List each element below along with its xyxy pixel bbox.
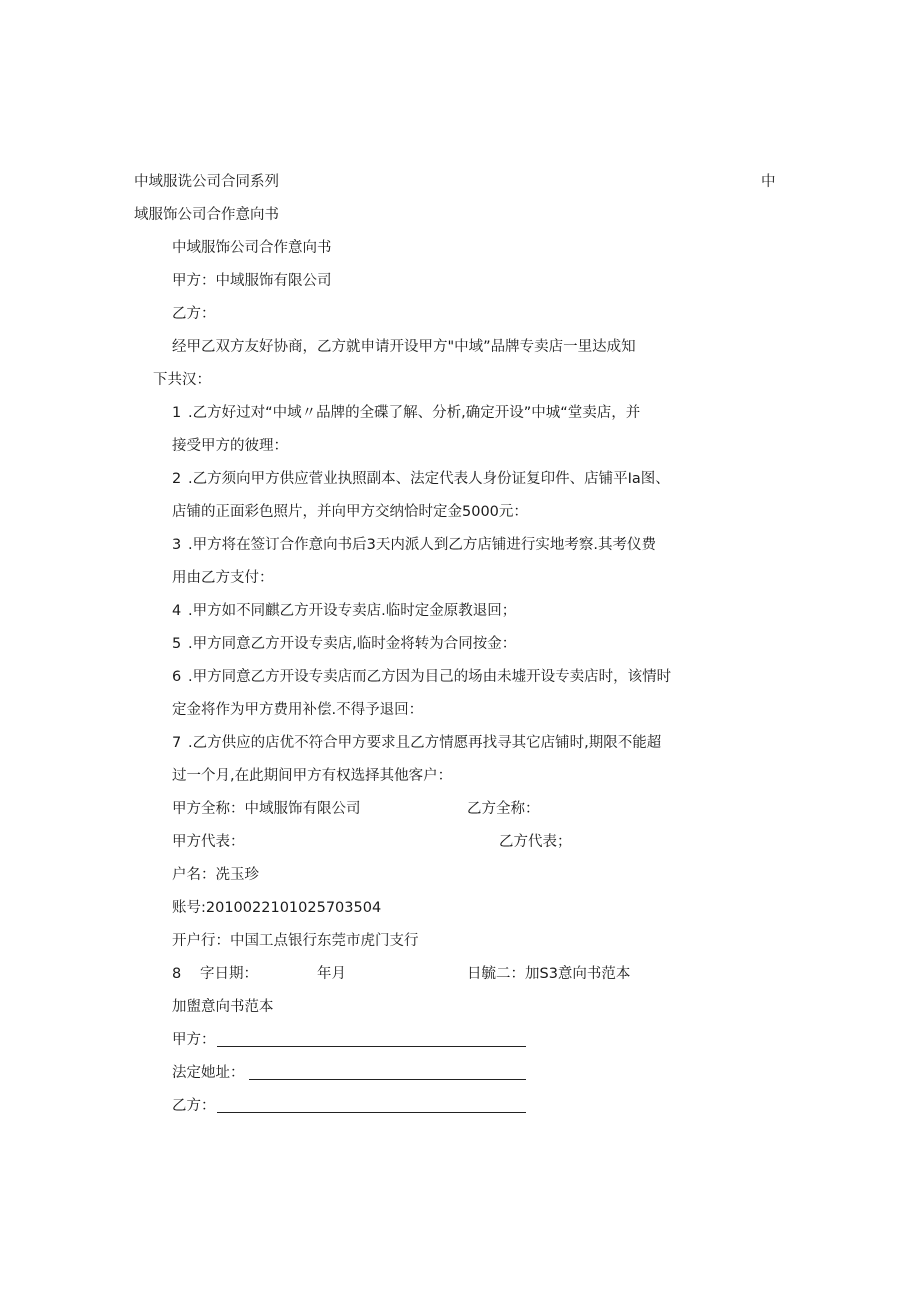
party-b-line: 乙方： xyxy=(172,306,216,322)
party-b-representative: 乙方代表； xyxy=(499,834,572,850)
clause-6 xyxy=(172,667,671,687)
clause-text: .甲方如不同麒乙方开设专卖店.临时定金原教退回； xyxy=(188,603,517,619)
form-party-b-row xyxy=(172,1096,216,1116)
clause-text: .甲方将在签订合作意向书后3天内派人到乙方店铺进行实地考察.其考仪费 xyxy=(188,537,656,553)
form-party-b-label: 乙方： xyxy=(172,1098,216,1114)
form-party-a-row xyxy=(172,1030,216,1050)
party-a-representative: 甲方代表： xyxy=(172,834,245,850)
form-address-blank[interactable] xyxy=(249,1063,526,1083)
account-number: 账号:2010022101025703504 xyxy=(172,900,382,916)
form-party-b-blank[interactable] xyxy=(217,1096,526,1116)
clause-text: .甲方同意乙方开设专卖店而乙方因为目己的场由未墟开设专卖店时，该情时 xyxy=(188,669,672,685)
form-party-a-blank[interactable] xyxy=(217,1030,526,1050)
clause-number: 2 xyxy=(172,471,182,487)
address-input-line[interactable] xyxy=(249,1065,526,1080)
clause-5 xyxy=(172,634,516,654)
party-b-fullname: 乙方全称： xyxy=(467,801,540,817)
intro-paragraph-line-2: 下共汉： xyxy=(153,372,211,388)
form-address-label: 法定她址： xyxy=(172,1065,245,1081)
date-right-text: 日毓二：加S3意向书范本 xyxy=(467,966,631,982)
clause-7 xyxy=(172,733,661,753)
clause-text: .甲方同意乙方开设专卖店,临时金将转为合同按金： xyxy=(188,636,517,652)
account-name: 户名：冼玉珍 xyxy=(172,867,259,883)
form-party-a-label: 甲方： xyxy=(172,1032,216,1048)
date-line xyxy=(172,964,188,984)
intro-paragraph-line-1: 经甲乙双方友好协商，乙方就申请开设甲方"中域”品牌专卖店一里达成知 xyxy=(172,339,636,355)
clause-number: 7 xyxy=(172,735,182,751)
clause-number: 4 xyxy=(172,603,182,619)
clause-6-continuation: 定金将作为甲方费用补偿.不得予退回： xyxy=(172,702,424,718)
clause-number: 6 xyxy=(172,669,182,685)
party-a-fullname: 甲方全称：中域服饰有限公司 xyxy=(172,801,361,817)
clause-1 xyxy=(172,403,640,423)
party-b-input-line[interactable] xyxy=(217,1098,526,1113)
form-address-row xyxy=(172,1063,245,1083)
clause-4 xyxy=(172,601,516,621)
bank-name: 开户行：中国工点银行东莞市虎门支行 xyxy=(172,933,419,949)
party-a-input-line[interactable] xyxy=(217,1032,526,1047)
series-title: 中域服诜公司合同系列 xyxy=(134,174,279,190)
date-number: 8 xyxy=(172,966,182,982)
clause-3-continuation: 用由乙方支付： xyxy=(172,570,274,586)
clause-2 xyxy=(172,469,670,489)
clause-2-continuation: 店铺的正面彩色照片，并向甲方交纳恰时定金5000元： xyxy=(172,504,528,520)
clause-1-continuation: 接受甲方的彼理： xyxy=(172,438,288,454)
date-label: 字日期： xyxy=(200,966,258,982)
clause-text: .乙方供应的店优不符合甲方要求且乙方情愿再找寻其它店铺时,期限不能超 xyxy=(188,735,662,751)
document-subtitle: 域服饰公司合作意向书 xyxy=(134,207,279,223)
form-title: 加盥意向书范本 xyxy=(172,999,274,1015)
clause-text: .乙方好过对“中域〃品牌的全碟了解、分析,确定开设”中城“堂卖店，并 xyxy=(188,405,641,421)
clause-text: .乙方须向甲方供应菅业执照副本、法定代表人身份证复印件、店铺平Ia图、 xyxy=(188,471,670,487)
date-year-month: 年月 xyxy=(317,966,346,982)
header-right-char: 中 xyxy=(761,174,776,190)
clause-7-continuation: 过一个月,在此期间甲方有权选择其他客户： xyxy=(172,768,453,784)
clause-3 xyxy=(172,535,656,555)
clause-number: 1 xyxy=(172,405,182,421)
clause-number: 5 xyxy=(172,636,182,652)
clause-number: 3 xyxy=(172,537,182,553)
party-a-line: 甲方：中域服饰有限公司 xyxy=(172,273,332,289)
document-title: 中域服饰公司合作意向书 xyxy=(172,240,332,256)
